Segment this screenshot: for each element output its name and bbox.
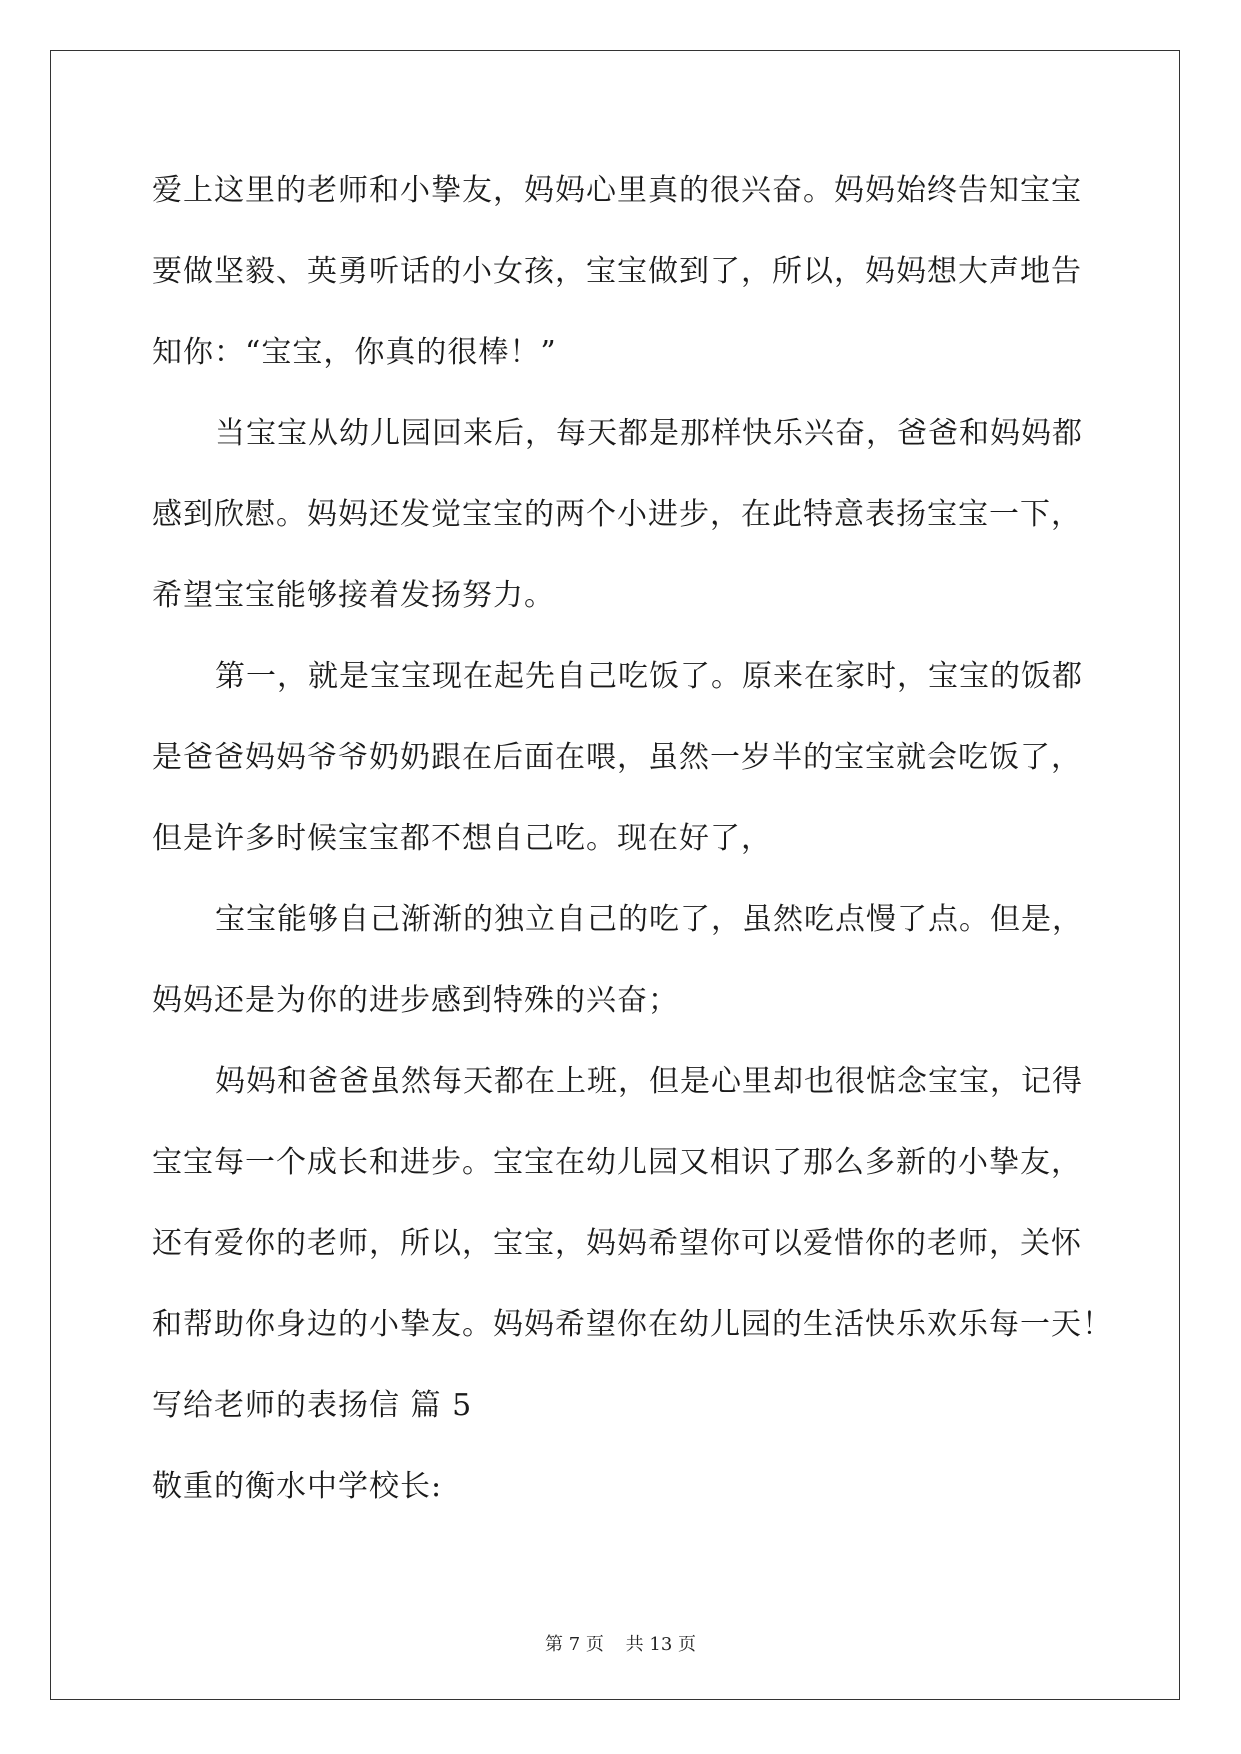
text-line: 希望宝宝能够接着发扬努力。: [152, 578, 555, 613]
page-total: 共 13 页: [625, 1634, 696, 1655]
text-line: 第一，就是宝宝现在起先自己吃饭了。原来在家时，宝宝的饭都: [215, 659, 1083, 694]
text-line: 是爸爸妈妈爷爷奶奶跟在后面在喂，虽然一岁半的宝宝就会吃饭了，: [152, 740, 1082, 775]
page-footer: [0, 1630, 1241, 1656]
text-line: 还有爱你的老师，所以，宝宝，妈妈希望你可以爱惜你的老师，关怀: [152, 1226, 1082, 1261]
text-line: 知你：“宝宝，你真的很棒！”: [152, 335, 557, 370]
section-heading: 写给老师的表扬信 篇 5: [152, 1388, 473, 1423]
text-line: 和帮助你身边的小挚友。妈妈希望你在幼儿园的生活快乐欢乐每一天！: [152, 1307, 1113, 1342]
text-line: 宝宝每一个成长和进步。宝宝在幼儿园又相识了那么多新的小挚友，: [152, 1145, 1082, 1180]
document-body: [152, 150, 1113, 1527]
text-line: 感到欣慰。妈妈还发觉宝宝的两个小进步，在此特意表扬宝宝一下，: [152, 497, 1082, 532]
text-line: 爱上这里的老师和小挚友，妈妈心里真的很兴奋。妈妈始终告知宝宝: [152, 173, 1082, 208]
text-line: 宝宝能够自己渐渐的独立自己的吃了，虽然吃点慢了点。但是，: [215, 902, 1083, 937]
page-number: 第 7 页: [545, 1634, 604, 1655]
salutation: 敬重的衡水中学校长:: [152, 1469, 443, 1504]
text-line: 但是许多时候宝宝都不想自己吃。现在好了，: [152, 821, 772, 856]
text-line: 妈妈还是为你的进步感到特殊的兴奋；: [152, 983, 679, 1018]
text-line: 要做坚毅、英勇听话的小女孩，宝宝做到了，所以，妈妈想大声地告: [152, 254, 1082, 289]
text-line: 妈妈和爸爸虽然每天都在上班，但是心里却也很惦念宝宝，记得: [215, 1064, 1083, 1099]
text-line: 当宝宝从幼儿园回来后，每天都是那样快乐兴奋，爸爸和妈妈都: [215, 416, 1083, 451]
